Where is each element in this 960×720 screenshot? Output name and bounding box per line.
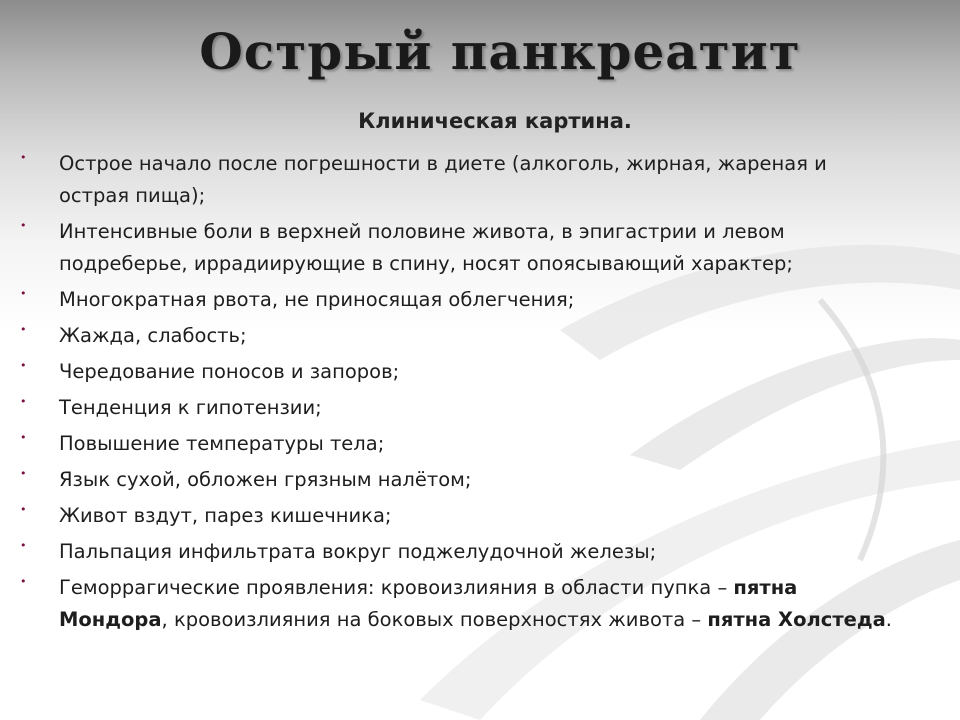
bullet-text-segment: . bbox=[885, 608, 892, 631]
bullet-item bbox=[20, 428, 900, 460]
bullet-text-segment: Повышение температуры тела; bbox=[59, 432, 385, 455]
bullet-text-segment: Острое начало после погрешности в диете (алкоголь, жирная, жареная и острая пища); bbox=[59, 152, 827, 207]
bullet-item bbox=[20, 572, 900, 636]
bullet-item bbox=[20, 392, 900, 424]
bullet-marker-icon: • bbox=[20, 503, 27, 516]
bullet-marker-icon: • bbox=[20, 219, 27, 232]
bullet-text-segment: Чередование поносов и запоров; bbox=[59, 360, 400, 383]
bullet-marker-icon: • bbox=[20, 575, 27, 588]
bullet-marker-icon: • bbox=[20, 539, 27, 552]
bullet-text bbox=[59, 220, 793, 275]
bullet-emphasis: пятна Холстеда bbox=[707, 608, 886, 631]
bullet-text bbox=[59, 432, 384, 455]
bullet-text bbox=[59, 468, 471, 491]
bullet-list bbox=[20, 148, 900, 640]
slide-title: Острый панкреатит bbox=[199, 22, 801, 81]
bullet-item bbox=[20, 320, 900, 352]
bullet-text bbox=[59, 288, 574, 311]
bullet-text bbox=[59, 396, 322, 419]
bullet-item bbox=[20, 464, 900, 496]
bullet-item bbox=[20, 356, 900, 388]
bullet-text-segment: Язык сухой, обложен грязным налётом; bbox=[59, 468, 472, 491]
bullet-text-segment: , кровоизлияния на боковых поверхностях живота – bbox=[161, 608, 708, 631]
bullet-text-segment: Геморрагические проявления: кровоизлияния в области пупка – bbox=[59, 576, 734, 599]
slide-subtitle: Клиническая картина. bbox=[358, 109, 632, 133]
bullet-text-segment: Интенсивные боли в верхней половине живота, в эпигастрии и левом подреберье, иррадиирующие в спину, носят опоясывающий характер; bbox=[59, 220, 793, 275]
bullet-item bbox=[20, 216, 900, 280]
bullet-marker-icon: • bbox=[20, 359, 27, 372]
bullet-marker-icon: • bbox=[20, 287, 27, 300]
bullet-marker-icon: • bbox=[20, 323, 27, 336]
bullet-marker-icon: • bbox=[20, 467, 27, 480]
bullet-item bbox=[20, 148, 900, 212]
bullet-marker-icon: • bbox=[20, 395, 27, 408]
bullet-text-segment: Многократная рвота, не приносящая облегчения; bbox=[59, 288, 575, 311]
bullet-text bbox=[59, 152, 827, 207]
bullet-text-segment: Живот вздут, парез кишечника; bbox=[59, 504, 392, 527]
bullet-marker-icon: • bbox=[20, 431, 27, 444]
bullet-emphasis: пятна Мондора bbox=[59, 576, 798, 631]
bullet-text-segment: Тенденция к гипотензии; bbox=[59, 396, 322, 419]
bullet-text-segment: Жажда, слабость; bbox=[59, 324, 247, 347]
bullet-text bbox=[59, 576, 892, 631]
bullet-text bbox=[59, 504, 391, 527]
bullet-text-segment: Пальпация инфильтрата вокруг поджелудочной железы; bbox=[59, 540, 657, 563]
bullet-item bbox=[20, 536, 900, 568]
bullet-text bbox=[59, 540, 656, 563]
bullet-marker-icon: • bbox=[20, 151, 27, 164]
bullet-item bbox=[20, 500, 900, 532]
bullet-text bbox=[59, 360, 399, 383]
bullet-text bbox=[59, 324, 247, 347]
bullet-item bbox=[20, 284, 900, 316]
